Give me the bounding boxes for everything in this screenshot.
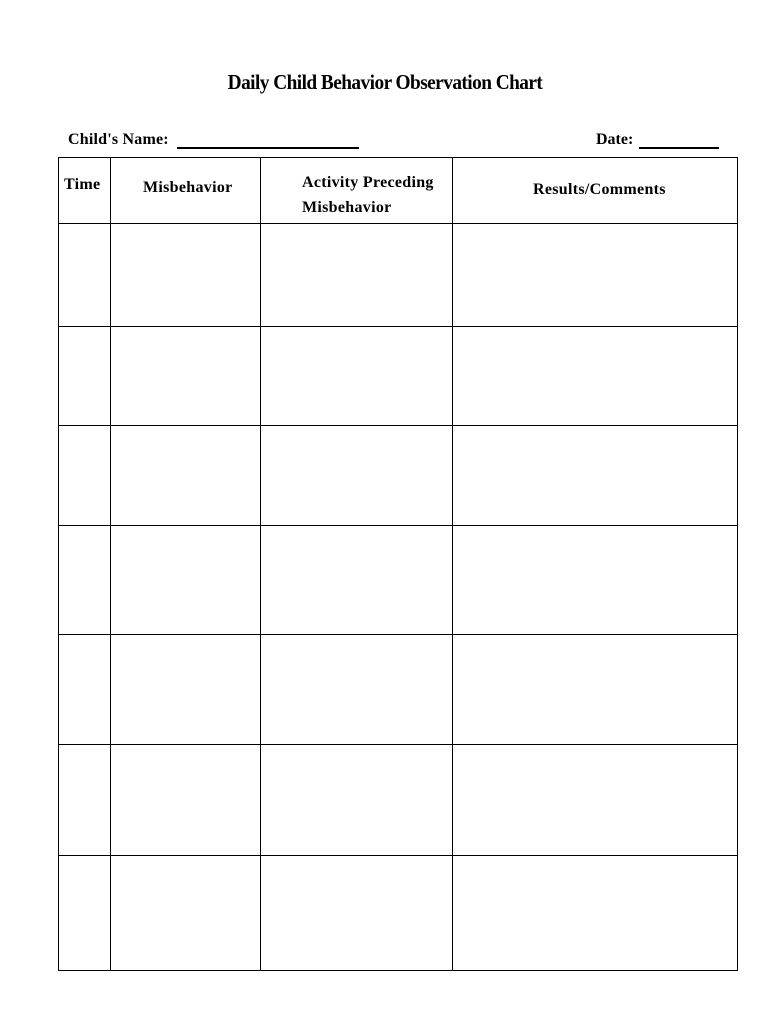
- header-misbehavior: Misbehavior: [143, 179, 233, 196]
- child-name-field[interactable]: [68, 131, 359, 149]
- table-cell-time[interactable]: [61, 636, 108, 742]
- table-cell-misbehavior[interactable]: [112, 746, 258, 853]
- table-cell-time[interactable]: [61, 527, 108, 632]
- observation-table: [58, 157, 738, 971]
- header-activity-preceding: [302, 170, 434, 220]
- row-divider: [59, 525, 737, 526]
- table-cell-results[interactable]: [454, 225, 735, 324]
- date-input-line[interactable]: [639, 131, 719, 149]
- header-activity-line1: Activity Preceding: [302, 174, 434, 191]
- row-divider: [59, 744, 737, 745]
- table-cell-misbehavior[interactable]: [112, 328, 258, 423]
- table-cell-activity[interactable]: [262, 527, 450, 632]
- table-cell-activity[interactable]: [262, 857, 450, 968]
- table-cell-results[interactable]: [454, 746, 735, 853]
- row-divider: [59, 326, 737, 327]
- table-cell-activity[interactable]: [262, 225, 450, 324]
- page-title: Daily Child Behavior Observation Chart: [227, 70, 543, 94]
- table-cell-results[interactable]: [454, 527, 735, 632]
- column-divider: [110, 158, 111, 970]
- table-cell-results[interactable]: [454, 636, 735, 742]
- table-cell-misbehavior[interactable]: [112, 527, 258, 632]
- table-cell-time[interactable]: [61, 746, 108, 853]
- table-cell-misbehavior[interactable]: [112, 225, 258, 324]
- row-divider: [59, 855, 737, 856]
- table-cell-activity[interactable]: [262, 636, 450, 742]
- table-cell-activity[interactable]: [262, 746, 450, 853]
- table-cell-results[interactable]: [454, 427, 735, 523]
- table-cell-time[interactable]: [61, 427, 108, 523]
- table-cell-time[interactable]: [61, 225, 108, 324]
- date-field[interactable]: [596, 131, 719, 149]
- table-cell-time[interactable]: [61, 328, 108, 423]
- date-label: Date:: [596, 131, 634, 148]
- child-name-label: Child's Name:: [68, 131, 169, 148]
- header-results-comments: Results/Comments: [533, 181, 666, 198]
- header-time: Time: [64, 176, 101, 193]
- row-divider: [59, 634, 737, 635]
- table-cell-results[interactable]: [454, 328, 735, 423]
- column-divider: [452, 158, 453, 970]
- table-cell-misbehavior[interactable]: [112, 427, 258, 523]
- table-cell-time[interactable]: [61, 857, 108, 968]
- table-cell-results[interactable]: [454, 857, 735, 968]
- child-name-input-line[interactable]: [177, 131, 359, 149]
- table-cell-misbehavior[interactable]: [112, 636, 258, 742]
- column-divider: [260, 158, 261, 970]
- header-activity-line2: Misbehavior: [302, 199, 392, 216]
- table-cell-misbehavior[interactable]: [112, 857, 258, 968]
- table-cell-activity[interactable]: [262, 328, 450, 423]
- row-divider: [59, 425, 737, 426]
- header-divider: [59, 223, 737, 224]
- table-cell-activity[interactable]: [262, 427, 450, 523]
